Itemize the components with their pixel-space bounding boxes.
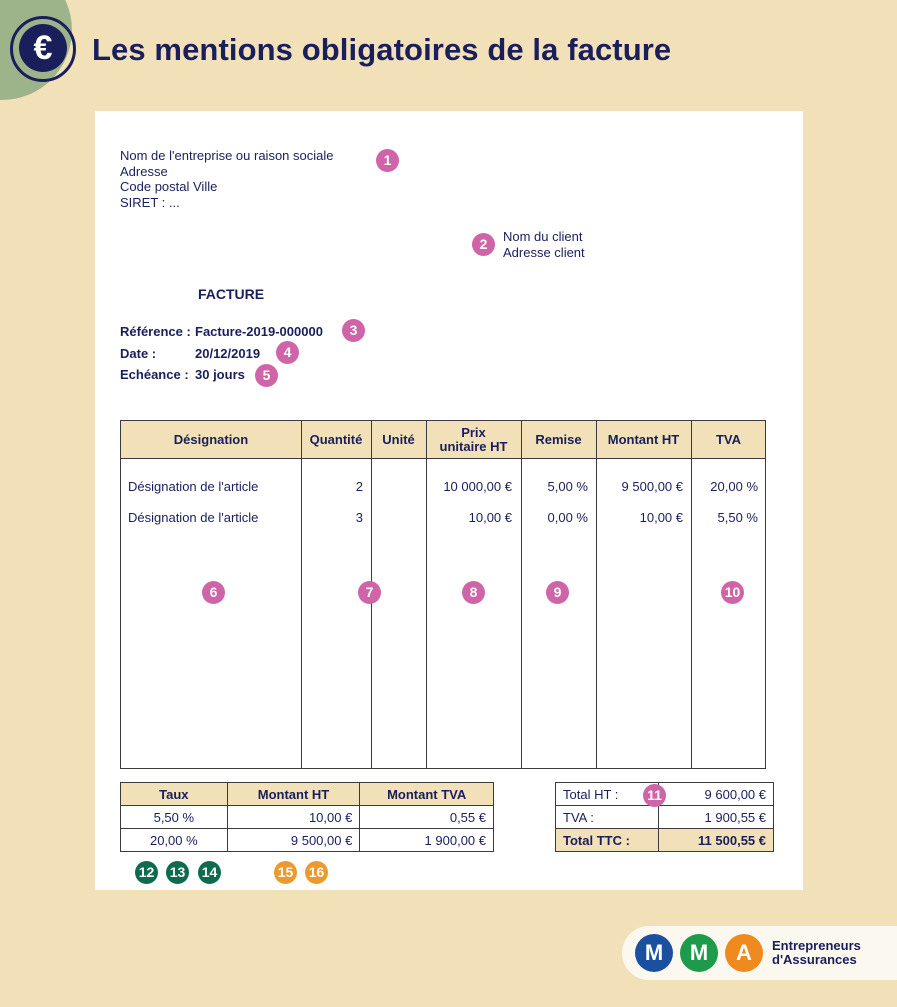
header-designation: Désignation bbox=[173, 431, 249, 447]
row2-montant: 10,00 € bbox=[639, 510, 683, 525]
row2-designation: Désignation de l'article bbox=[128, 510, 259, 525]
row1-prix: 10 000,00 € bbox=[443, 479, 512, 494]
issuer-city: Code postal Ville bbox=[120, 179, 218, 194]
vat-header-taux: Taux bbox=[121, 783, 228, 806]
badge-4: 4 bbox=[276, 341, 299, 364]
vat-row2-ht: 9 500,00 € bbox=[227, 829, 360, 852]
column-divider bbox=[596, 421, 597, 768]
issuer-address: Adresse bbox=[120, 163, 168, 179]
tva-label: TVA : bbox=[556, 806, 659, 829]
due-label: Echéance : bbox=[120, 367, 189, 382]
invoice-title: FACTURE bbox=[198, 286, 265, 302]
badge-8: 8 bbox=[462, 581, 485, 604]
header-tva: TVA bbox=[715, 431, 742, 447]
tva-value: 1 900,55 € bbox=[658, 806, 774, 829]
total-ttc-label: Total TTC : bbox=[556, 829, 659, 852]
badge-9: 9 bbox=[546, 581, 569, 604]
column-divider bbox=[521, 421, 522, 768]
brand-text bbox=[772, 939, 861, 967]
issuer-siret: SIRET : ... bbox=[120, 194, 180, 210]
vat-row1-ht: 10,00 € bbox=[227, 806, 360, 829]
badge-13: 13 bbox=[166, 861, 189, 884]
issuer-block bbox=[120, 148, 333, 210]
vat-row2-tva: 1 900,00 € bbox=[360, 829, 494, 852]
row1-tva: 20,00 % bbox=[710, 479, 758, 494]
mma-logo-m2: M bbox=[680, 934, 718, 972]
badge-12: 12 bbox=[135, 861, 158, 884]
brand-line1: Entrepreneurs bbox=[772, 938, 861, 953]
vat-row1-taux: 5,50 % bbox=[121, 806, 228, 829]
issuer-name: Nom de l'entreprise ou raison sociale bbox=[120, 148, 334, 163]
badge-10: 10 bbox=[721, 581, 744, 604]
date-label: Date : bbox=[120, 346, 157, 361]
vat-row1-tva: 0,55 € bbox=[360, 806, 494, 829]
badge-16: 16 bbox=[305, 861, 328, 884]
badge-2: 2 bbox=[472, 233, 495, 256]
row2-tva: 5,50 % bbox=[717, 510, 758, 525]
badge-1: 1 bbox=[376, 149, 399, 172]
client-name: Nom du client bbox=[503, 229, 583, 244]
reference-value: Facture-2019-000000 bbox=[195, 324, 323, 339]
total-ttc-value: 11 500,55 € bbox=[658, 829, 774, 852]
vat-header-montant-tva: Montant TVA bbox=[360, 783, 494, 806]
client-address: Adresse client bbox=[503, 244, 585, 260]
date-value: 20/12/2019 bbox=[195, 346, 261, 361]
row1-designation: Désignation de l'article bbox=[128, 479, 259, 494]
column-divider bbox=[426, 421, 427, 768]
row2-quantite: 3 bbox=[355, 510, 363, 525]
total-ht-label: Total HT : bbox=[556, 783, 659, 806]
badge-15: 15 bbox=[274, 861, 297, 884]
badge-11: 11 bbox=[643, 784, 666, 807]
header-quantite: Quantité bbox=[309, 431, 363, 447]
header-unite: Unité bbox=[382, 431, 415, 447]
row2-remise: 0,00 % bbox=[547, 510, 588, 525]
header-remise: Remise bbox=[535, 431, 582, 447]
badge-3: 3 bbox=[342, 319, 365, 342]
row2-prix: 10,00 € bbox=[468, 510, 512, 525]
badge-5: 5 bbox=[255, 364, 278, 387]
badge-7: 7 bbox=[358, 581, 381, 604]
column-divider bbox=[691, 421, 692, 768]
vat-breakdown-table bbox=[120, 782, 494, 852]
row1-remise: 5,00 % bbox=[547, 479, 588, 494]
badge-14: 14 bbox=[198, 861, 221, 884]
row1-quantite: 2 bbox=[355, 479, 363, 494]
header-montant-ht: Montant HT bbox=[607, 431, 680, 447]
brand-line2: d'Assurances bbox=[772, 952, 857, 967]
total-ht-value: 9 600,00 € bbox=[658, 783, 774, 806]
due-value: 30 jours bbox=[195, 367, 245, 382]
mma-logo-a: A bbox=[725, 934, 763, 972]
euro-icon: € bbox=[19, 24, 67, 72]
vat-header-montant-ht: Montant HT bbox=[227, 783, 360, 806]
client-block bbox=[503, 229, 585, 260]
page-title: Les mentions obligatoires de la facture bbox=[92, 32, 672, 67]
row1-montant: 9 500,00 € bbox=[621, 479, 683, 494]
mma-logo bbox=[622, 926, 897, 980]
reference-label: Référence : bbox=[120, 324, 191, 339]
badge-6: 6 bbox=[202, 581, 225, 604]
mma-logo-m1: M bbox=[635, 934, 673, 972]
column-divider bbox=[301, 421, 302, 768]
vat-row2-taux: 20,00 % bbox=[121, 829, 228, 852]
header-prix-unitaire: Prix unitaire HT bbox=[439, 424, 508, 454]
